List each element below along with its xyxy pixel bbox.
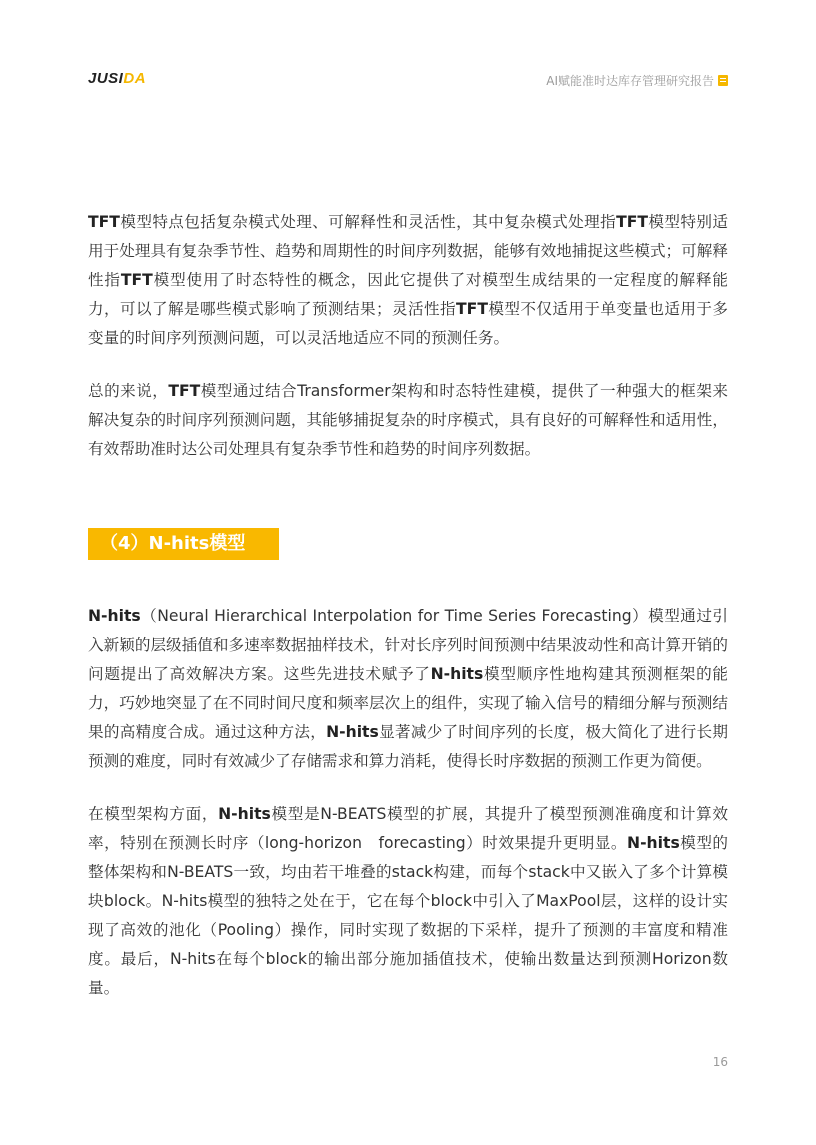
paragraph-tft-features: TFT模型特点包括复杂模式处理、可解释性和灵活性，其中复杂模式处理指TFT模型特别适用于处理具有复杂季节性、趋势和周期性的时间序列数据，能够有效地捕捉这些模式；可解释性指TFT模型使用了时态特性的概念，因此它提供了对模型生成结果的一定程度的解释能力，可以了解是哪些模式影响了预测结果；灵活性指TFT模型不仅适用于单变量也适用于多变量的时间序列预测问题，可以灵活地适应不同的预测任务。	[88, 213, 728, 347]
paragraph-nhits-intro: N-hits（Neural Hierarchical Interpolation for Time Series Forecasting）模型通过引入新颖的层级插值和多速率数据抽样技术，针对长序列时间预测中结果波动性和高计算开销的问题提出了高效解决方案。这些先进技术赋予了N-hits模型顺序性地构建其预测框架的能力，巧妙地突显了在不同时间尺度和频率层次上的组件，实现了输入信号的精细分解与预测结果的高精度合成。通过这种方法，N-hits显著减少了时间序列的长度，极大简化了进行长期预测的难度，同时有效减少了存储需求和算力消耗，使得长时序数据的预测工作更为简便。	[88, 607, 728, 770]
section-heading: （4）N-hits模型	[88, 528, 279, 560]
page-number: 16	[712, 1055, 728, 1069]
paragraph-nhits-architecture: 在模型架构方面，N-hits模型是N-BEATS模型的扩展，其提升了模型预测准确度和计算效率，特别在预测长时序（long-horizon forecasting）时效果提升更明显。N-hits模型的整体架构和N-BEATS一致，均由若干堆叠的stack构建，而每个stack中又嵌入了多个计算模块block。N-hits模型的独特之处在于，它在每个block中引入了MaxPool层，这样的设计实现了高效的池化（Pooling）操作，同时实现了数据的下采样，提升了预测的丰富度和精准度。最后，N-hits在每个block的输出部分施加插值技术，使输出数量达到预测Horizon数量。	[88, 805, 728, 997]
report-title	[546, 72, 728, 89]
main-content	[88, 208, 728, 1003]
book-icon	[718, 75, 728, 86]
report-title-text: AI赋能准时达库存管理研究报告	[546, 74, 714, 88]
paragraph-tft-summary: 总的来说，TFT模型通过结合Transformer架构和时态特性建模，提供了一种强大的框架来解决复杂的时间序列预测问题，其能够捕捉复杂的时序模式，具有良好的可解释性和适用性，有效帮助准时达公司处理具有复杂季节性和趋势的时间序列数据。	[88, 382, 728, 458]
logo: JUSIDA	[88, 70, 147, 87]
